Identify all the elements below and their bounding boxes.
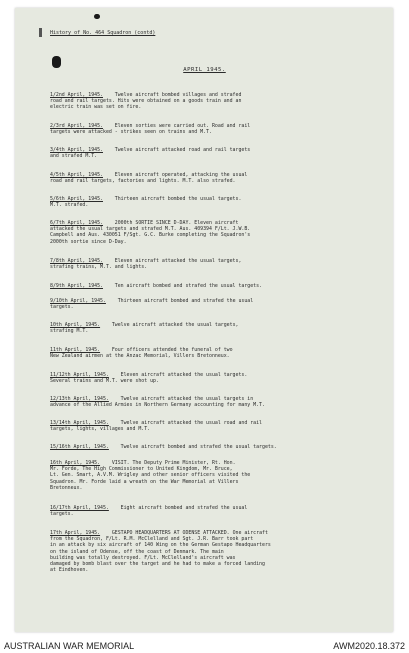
- entry-date: 8/9th April, 1945.: [50, 283, 103, 289]
- entry-text: Twelve aircraft attacked road and rail targets: [114, 147, 251, 153]
- entry-date: 6/7th April, 1945.: [50, 220, 103, 226]
- entry-date: 2/3rd April, 1945.: [50, 123, 103, 129]
- tear-mark: [39, 28, 42, 37]
- entry-date: 16/17th April, 1945.: [50, 505, 109, 511]
- entry-text: and strafed M.T.: [50, 153, 98, 160]
- entry-text: damaged by bomb blast over the target and he had to make a forced landing: [50, 561, 265, 567]
- entry-text: Twelve aircraft attacked the usual targets in: [120, 396, 254, 402]
- entry-text: building was totally destroyed. F/Lt. McClelland's aircraft was: [50, 554, 236, 561]
- entry-text: Eight aircraft bombed and strafed the usual: [120, 505, 248, 511]
- footer-right: AWM2020.18.372: [333, 641, 405, 651]
- entry-text: Eleven aircraft attacked the usual targets,: [114, 258, 242, 264]
- entry-text: GESTAPO HEADQUARTERS AT ODENSE ATTACKED. One aircraft: [111, 530, 268, 536]
- entry-text: Lt. Gen. Smart, A.V.M. Wrigley and other senior officers visited the: [50, 472, 251, 479]
- entry-text: at Eindhoven.: [50, 567, 89, 574]
- punch-hole-top: [94, 14, 100, 19]
- entry-text: Twelve aircraft bombed and strafed the usual targets.: [120, 444, 277, 450]
- entry-date: 10th April, 1945.: [50, 322, 101, 328]
- entry-date: 11th April, 1945.: [50, 347, 101, 353]
- entry-text: New Zealand airmen at the Anzac Memorial, Villers Bretonneux.: [50, 353, 230, 360]
- entry-text: advance of the Allied Armies in Northern Germany accounting for many M.T.: [50, 402, 265, 409]
- entry-date: 4/5th April, 1945.: [50, 172, 103, 178]
- entry-date: 15/16th April, 1945.: [50, 444, 109, 450]
- entry-text: electric train was set on fire.: [50, 104, 142, 111]
- entry-text: road and rail targets, factories and lights. M.T. also strafed.: [50, 178, 236, 185]
- entry-text: targets.: [50, 511, 74, 518]
- entry-text: targets were attacked - strikes seen on trains and M.T.: [50, 129, 212, 136]
- entry-line: [50, 283, 262, 289]
- entry-date: 9/10th April, 1945.: [50, 298, 106, 304]
- entry-date: 7/8th April, 1945.: [50, 258, 103, 264]
- entry-date: 13/14th April, 1945.: [50, 420, 109, 426]
- entry-text: Bretonneux.: [50, 484, 83, 491]
- entry-text: VISIT. The Deputy Prime Minister, Rt. Hon.: [111, 460, 236, 466]
- entry-date: 3/4th April, 1945.: [50, 147, 103, 153]
- entry-date: 11/12th April, 1945.: [50, 372, 109, 378]
- entry-line: [50, 298, 253, 304]
- entry-text: Campbell and Aus. 430051 F/Sgt. G.C. Burke completing the Squadron's: [50, 232, 251, 239]
- entry-text: from the Squadron, F/Lt. R.M. McClelland and Sgt. J.R. Barr took part: [50, 536, 254, 543]
- entry-text: Eleven aircraft attacked the usual targets.: [120, 372, 248, 378]
- entry-text: targets, lights, villages and M.T.: [50, 426, 151, 433]
- entry-text: Four officers attended the funeral of two: [111, 347, 233, 353]
- entry-text: Squadron. Mr. Forde laid a wreath on the War Memorial at Villers: [50, 478, 239, 485]
- entry-date: 12/13th April, 1945.: [50, 396, 109, 402]
- entry-date: 17th April, 1945.: [50, 530, 101, 536]
- entry-date: 1/2nd April, 1945.: [50, 92, 103, 98]
- entry-text: Eleven aircraft operated, attacking the usual: [114, 172, 248, 178]
- entry-text: strafing M.T.: [50, 328, 89, 335]
- entry-text: Ten aircraft bombed and strafed the usual targets.: [114, 283, 263, 289]
- entry-text: Thirteen aircraft bombed and strafed the usual: [117, 298, 254, 304]
- entry-text: Eleven sorties were carried out. Road and rail: [114, 123, 251, 129]
- entry-text: targets.: [50, 304, 74, 311]
- entry-text: 2000th sortie since D-Day.: [50, 238, 127, 245]
- entry-text: strafing trains, M.T. and lights.: [50, 264, 148, 271]
- entry-text: Twelve aircraft bombed villages and strafed: [114, 92, 242, 98]
- entry-text: attacked the usual targets and strafed M.T. Aus. 409394 F/Lt. J.W.B.: [50, 226, 251, 233]
- month-heading: APRIL 1945.: [183, 67, 226, 73]
- entry-line: [50, 444, 277, 450]
- entry-text: Several trains and M.T. were shot up.: [50, 378, 159, 385]
- entry-text: M.T. strafed.: [50, 202, 89, 209]
- document-header: History of No. 464 Squadron (contd): [50, 30, 156, 36]
- entry-text: in an attack by six aircraft of 140 Wing on the German Gestapo Headquarters: [50, 542, 271, 549]
- entry-text: Thirteen aircraft bombed the usual targets.: [114, 196, 242, 202]
- entry-date: 16th April, 1945.: [50, 460, 101, 466]
- entry-date: 5/6th April, 1945.: [50, 196, 103, 202]
- entry-text: Twelve aircraft attacked the usual road and rail: [120, 420, 263, 426]
- entry-line: [50, 505, 247, 511]
- entry-text: 2000th SORTIE SINCE D-DAY. Eleven aircraft: [114, 220, 239, 226]
- footer-left: AUSTRALIAN WAR MEMORIAL: [4, 641, 135, 651]
- entry-text: on the island of Odense, off the coast of Denmark. The main: [50, 548, 224, 555]
- entry-text: road and rail targets. Hits were obtained on a goods train and an: [50, 98, 242, 105]
- entry-text: Mr. Forde, The High Commissioner to United Kingdom, Mr. Bruce,: [50, 466, 233, 473]
- entry-text: Twelve aircraft attacked the usual targets,: [111, 322, 239, 328]
